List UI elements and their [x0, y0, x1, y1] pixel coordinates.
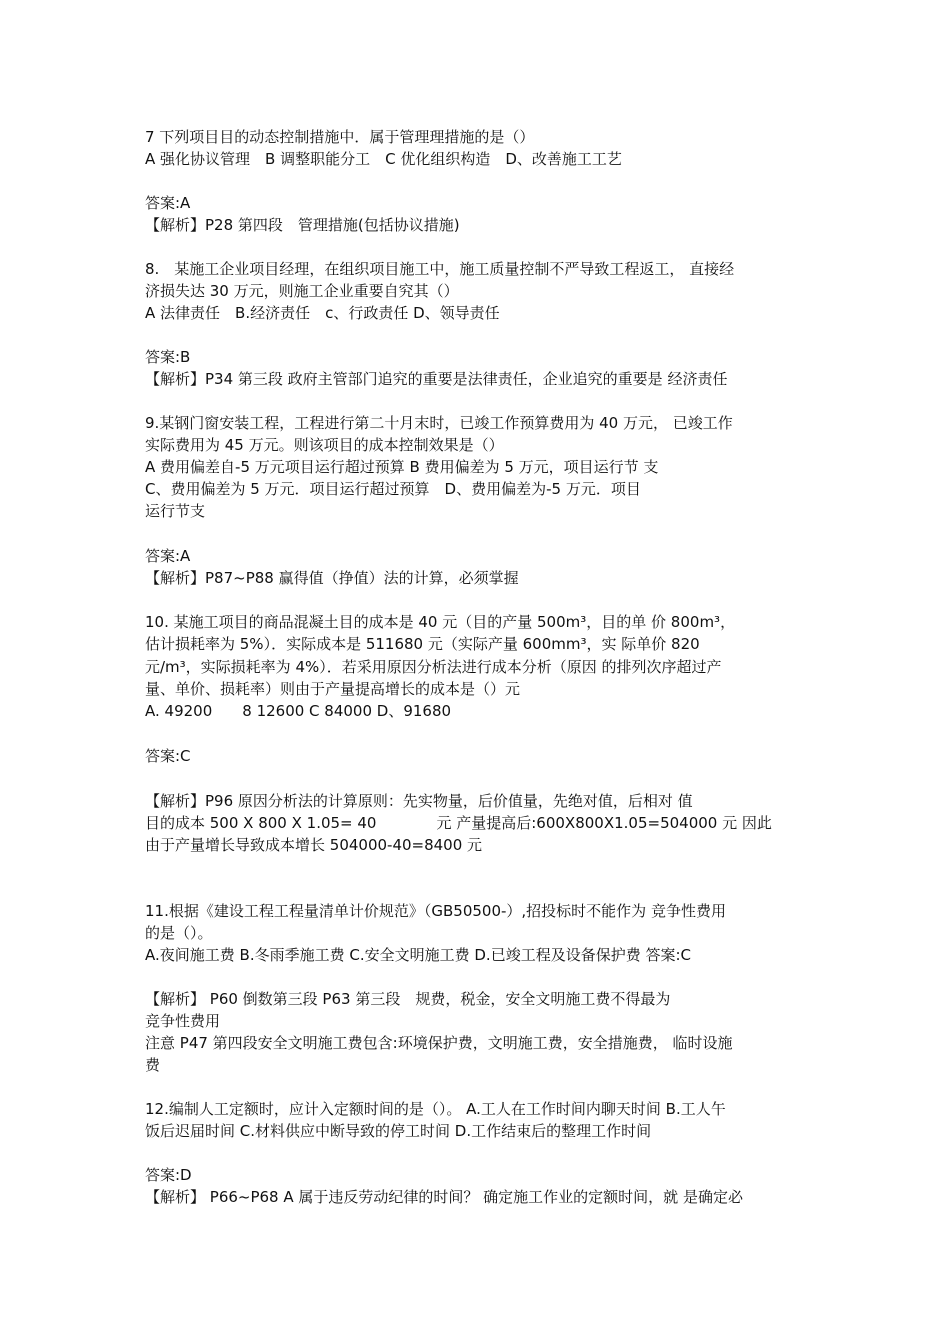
text-line: 答案:C [145, 747, 191, 765]
text-line: 9.某钢门窗安装工程，工程进行第二十月末时，已竣工作预算费用为 40 万元， 已竣工作 [145, 414, 733, 432]
text-line: 【解析】P28 第四段 管理措施(包括协议措施) [145, 216, 460, 234]
text-line: 答案:A [145, 194, 191, 212]
text-line: 济损失达 30 万元，则施工企业重要自究其（） [145, 282, 459, 300]
text-line: 7 下列项目目的动态控制措施中．属于管理理措施的是（） [145, 128, 535, 146]
text-line: A.夜间施工费 B.冬雨季施工费 C.安全文明施工费 D.已竣工程及设备保护费 答案:C [145, 946, 691, 964]
text-line: A 费用偏差自-5 万元项目运行超过预算 B 费用偏差为 5 万元，项目运行节 支 [145, 458, 659, 476]
text-line: 饭后迟届时间 C.材料供应中断导致的停工时间 D.工作结束后的整理工作时间 [145, 1122, 652, 1140]
text-line: 答案:D [145, 1166, 192, 1184]
text-line: A. 49200 8 12600 C 84000 D、91680 [145, 702, 452, 720]
text-line: A 法律责任 B.经济责任 c、行政责任 D、领导责任 [145, 304, 500, 322]
text-line: 10. 某施工项目的商品混凝土目的成本是 40 元（目的产量 500m³，目的单 价 800m³， [145, 613, 736, 631]
text-line: 实际费用为 45 万元。则该项目的成本控制效果是（） [145, 436, 504, 454]
text-line: 【解析】P34 第三段 政府主管部门追究的重要是法律责任，企业追究的重要是 经济责任 [145, 370, 728, 388]
text-line: 量、单价、损耗率）则由于产量提高增长的成本是（）元 [145, 680, 521, 698]
text-line: 答案:A [145, 547, 191, 565]
text-line: A 强化协议管理 B 调整职能分工 C 优化组织构造 D、改善施工工艺 [145, 150, 622, 168]
text-line: 的是（）。 [145, 924, 213, 942]
text-line: 运行节支 [145, 502, 206, 520]
text-line: 8. 某施工企业项目经理，在组织项目施工中，施工质量控制不严导致工程返工， 直接经 [145, 260, 735, 278]
text-line: 【解析】 P66~P68 A 属于违反劳动纪律的时间？ 确定施工作业的定额时间，就 是确定必 [145, 1188, 743, 1206]
text-line: 费 [145, 1056, 161, 1074]
text-line: 由于产量增长导致成本增长 504000-40=8400 元 [145, 836, 483, 854]
text-line: 目的成本 500 X 800 X 1.05= 40 元 产量提高后:600X800X1.05=504000 元 因此 [145, 814, 772, 832]
text-line: 12.编制人工定额时，应计入定额时间的是（）。 A.工人在工作时间内聊天时间 B.工人午 [145, 1100, 726, 1118]
text-line: 11.根据《建设工程工程量清单计价规范》（GB50500-）,招投标时不能作为 竞争性费用 [145, 902, 726, 920]
text-line: 注意 P47 第四段安全文明施工费包含:环境保护费，文明施工费，安全措施费， 临时设施 [145, 1034, 733, 1052]
text-line: 元/m³，实际损耗率为 4%）．若采用原因分析法进行成本分析（原因 的排列次序超过产 [145, 658, 722, 676]
text-line: 估计损耗率为 5%）．实际成本是 511680 元（实际产量 600mm³，实 际单价 820 [145, 635, 700, 653]
text-line: 【解析】P96 原因分析法的计算原则：先实物量，后价值量，先绝对值，后相对 值 [145, 792, 693, 810]
text-line: 【解析】P87~P88 赢得值（挣值）法的计算，必须掌握 [145, 569, 519, 587]
text-line: C、费用偏差为 5 万元．项目运行超过预算 D、费用偏差为-5 万元．项目 [145, 480, 641, 498]
text-line: 【解析】 P60 倒数第三段 P63 第三段 规费，税金，安全文明施工费不得最为 [145, 990, 671, 1008]
text-line: 答案:B [145, 348, 191, 366]
text-line: 竞争性费用 [145, 1012, 221, 1030]
